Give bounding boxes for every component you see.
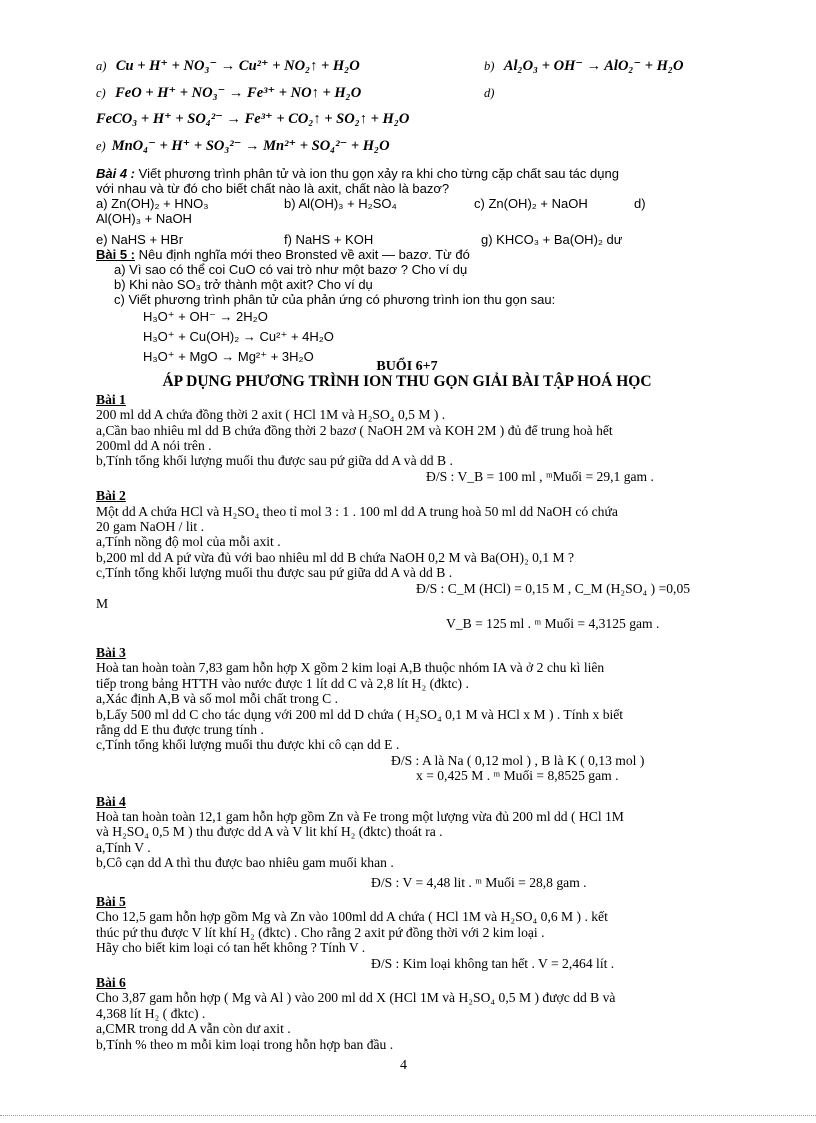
bai5-a: a) Vì sao có thể coi CuO có vai trò như một bazơ ? Cho ví dụ <box>114 262 468 277</box>
problem-2-answer-2: M <box>96 596 109 612</box>
problem-1-line3: 200ml dd A nói trên . <box>96 438 212 454</box>
bai4-line2: với nhau và từ đó cho biết chất nào là axit, chất nào là bazơ? <box>96 181 450 196</box>
problem-3-answer-2: x = 0,425 M . ᵐ Muối = 8,8525 gam . <box>416 768 619 784</box>
eq-b-label: b) <box>484 59 495 73</box>
problem-1-heading: Bài 1 <box>96 391 126 407</box>
bai4-r1c: c) Zn(OH)₂ + NaOH <box>474 196 588 211</box>
problem-4 <box>96 794 718 890</box>
bai5-c: c) Viết phương trình phân tử của phản ứng có phương trình ion thu gọn sau: <box>114 292 556 307</box>
problem-2-answer-3: V_B = 125 ml . ᵐ Muối = 4,3125 gam . <box>446 615 660 631</box>
bai4-r1b: b) Al(OH)₃ + H₂SO₄ <box>284 196 397 211</box>
page-number: 4 <box>400 1058 407 1073</box>
problem-5 <box>96 894 718 971</box>
bai4-r2: Al(OH)₃ + NaOH <box>96 211 192 226</box>
bai4-r3g: g) KHCO₃ + Ba(OH)₂ dư <box>481 232 623 247</box>
problem-3-line5: rằng dd E thu được trung tính . <box>96 721 264 737</box>
equation-row-c-d <box>96 85 718 112</box>
bai4-heading: Bài 4 : <box>96 166 136 181</box>
problem-2-line1: Một dd A chứa HCl và H₂SO₄ theo tỉ mol 3 : 1 . 100 ml dd A trung hoà 50 ml dd NaOH có chứa <box>96 503 618 519</box>
bai4-line1: Viết phương trình phân tử và ion thu gọn xảy ra khi cho từng cặp chất sau tác dụng <box>138 166 619 181</box>
bai5-ion2: H₃O⁺ + Cu(OH)₂ → Cu²⁺ + 4H₂O <box>143 329 334 344</box>
bai4-block <box>96 166 718 247</box>
document-page <box>96 58 718 1052</box>
problem-2-line5: c,Tính tổng khối lượng muối thu được sau pứ giữa dd A và dd B . <box>96 565 453 581</box>
problem-6-heading: Bài 6 <box>96 975 126 991</box>
problem-3-line3: a,Xác định A,B và số mol mỗi chất trong C . <box>96 691 339 707</box>
problem-4-line3: a,Tính V . <box>96 839 151 855</box>
problem-3 <box>96 645 718 784</box>
eq-d-label: d) <box>484 86 495 100</box>
problem-5-line1: Cho 12,5 gam hỗn hợp gồm Mg và Zn vào 100ml dd A chứa ( HCl 1M và H₂SO₄ 0,6 M ) . kết <box>96 909 608 925</box>
problem-5-heading: Bài 5 <box>96 894 126 909</box>
problem-5-answer: Đ/S : Kim loại không tan hết . V = 2,464 lít . <box>371 955 615 971</box>
section-title-main: ÁP DỤNG PHƯƠNG TRÌNH ION THU GỌN GIẢI BÀI TẬP HOÁ HỌC <box>162 373 652 391</box>
bai4-r1a: a) Zn(OH)₂ + HNO₃ <box>96 196 209 211</box>
eq-c: FeO + H⁺ + NO₃⁻ → Fe³⁺ + NO↑ + H₂O <box>115 85 362 101</box>
problem-1-answer: Đ/S : V_B = 100 ml , ᵐMuối = 29,1 gam . <box>426 468 654 484</box>
problem-3-heading: Bài 3 <box>96 644 126 660</box>
problem-5-line3: Hãy cho biết kim loại có tan hết không ? Tính V . <box>96 940 366 956</box>
bai5-block <box>96 247 718 367</box>
bai4-r3f: f) NaHS + KOH <box>284 232 374 247</box>
problem-2-line3: a,Tính nồng độ mol của mỗi axit . <box>96 534 281 550</box>
section-title-session: BUỔI 6+7 <box>376 359 438 374</box>
problem-2-answer-1: Đ/S : C_M (HCl) = 0,15 M , C_M (H₂SO₄ ) =0,05 <box>416 580 691 596</box>
bai5-intro: Nêu định nghĩa mới theo Bronsted về axit — bazơ. Từ đó <box>138 247 470 262</box>
eq-e-label: e) <box>96 139 106 153</box>
eq-d2: FeCO₃ + H⁺ + SO₄²⁻ → Fe³⁺ + CO₂↑ + SO₂↑ + H₂O <box>96 111 410 127</box>
problem-4-answer: Đ/S : V = 4,48 lit . ᵐ Muối = 28,8 gam . <box>371 874 587 890</box>
problem-4-heading: Bài 4 <box>96 793 126 809</box>
eq-a: Cu + H⁺ + NO₃⁻ → Cu²⁺ + NO₂↑ + H₂O <box>115 58 360 74</box>
problem-5-line2: thúc pứ thu được V lít khí H₂ (đktc) . Cho rằng 2 axit pứ đồng thời với 2 kim loại . <box>96 924 545 940</box>
eq-e: MnO₄⁻ + H⁺ + SO₃²⁻ → Mn²⁺ + SO₄²⁻ + H₂O <box>111 138 390 154</box>
bai5-ion3: H₃O⁺ + MgO → Mg²⁺ + 3H₂O <box>143 349 314 364</box>
problem-6 <box>96 975 718 1052</box>
problem-1-line2: a,Cần bao nhiêu ml dd B chứa đồng thời 2 bazơ ( NaOH 2M và KOH 2M ) đủ để trung hoà hết <box>96 422 613 438</box>
footer-divider <box>0 1115 816 1116</box>
bai4-r3e: e) NaHS + HBr <box>96 232 184 247</box>
equation-row-a-b <box>96 58 718 85</box>
equation-row-e <box>96 139 718 166</box>
problem-4-line1: Hoà tan hoàn toàn 12,1 gam hỗn hợp gồm Zn và Fe trong một lượng vừa đủ 200 ml dd ( HCl 1M <box>96 808 624 824</box>
problem-3-line6: c,Tính tổng khối lượng muối thu được khi cô cạn dd E . <box>96 737 400 753</box>
problem-1 <box>96 392 718 484</box>
problem-1-line1: 200 ml dd A chứa đồng thời 2 axit ( HCl 1M và H₂SO₄ 0,5 M ) . <box>96 407 446 423</box>
bai4-row1 <box>96 196 718 211</box>
problem-3-line2: tiếp trong bảng HTTH vào nước được 1 lít dd C và 2,8 lít H₂ (đktc) . <box>96 675 469 691</box>
equation-row-d2 <box>96 112 718 139</box>
bai4-row3 <box>96 232 718 247</box>
problem-2-line2: 20 gam NaOH / lit . <box>96 519 204 535</box>
bai4-r1d: d) <box>634 196 646 211</box>
problem-6-line2: 4,368 lít H₂ ( đktc) . <box>96 1005 206 1021</box>
eq-b: Al₂O₃ + OH⁻ → AlO₂⁻ + H₂O <box>503 58 684 74</box>
problem-1-line4: b,Tính tổng khối lượng muối thu được sau pứ giữa dd A và dd B . <box>96 453 453 469</box>
problem-6-line4: b,Tính % theo m mỗi kim loại trong hỗn hợp ban đầu . <box>96 1036 394 1052</box>
eq-c-label: c) <box>96 86 106 100</box>
problem-6-line3: a,CMR trong dd A vẫn còn dư axit . <box>96 1021 291 1037</box>
problem-4-line4: b,Cô cạn dd A thì thu được bao nhiêu gam muối khan . <box>96 855 394 871</box>
problem-3-answer-1: Đ/S : A là Na ( 0,12 mol ) , B là K ( 0,13 mol ) <box>391 752 645 768</box>
problem-3-line1: Hoà tan hoàn toàn 7,83 gam hỗn hợp X gồm 2 kim loại A,B thuộc nhóm IA và ở 2 chu kì liên <box>96 660 605 676</box>
problem-2 <box>96 488 718 631</box>
problem-6-line1: Cho 3,87 gam hỗn hợp ( Mg và Al ) vào 200 ml dd X (HCl 1M và H₂SO₄ 0,5 M ) được dd B và <box>96 990 616 1006</box>
bai5-heading: Bài 5 : <box>96 247 136 262</box>
eq-a-label: a) <box>96 59 107 73</box>
bai5-ion1: H₃O⁺ + OH⁻ → 2H₂O <box>143 309 268 324</box>
problem-4-line2: và H₂SO₄ 0,5 M ) thu được dd A và V lit khí H₂ (đktc) thoát ra . <box>96 824 443 840</box>
problem-2-heading: Bài 2 <box>96 488 126 504</box>
problem-2-line4: b,200 ml dd A pứ vừa đủ với bao nhiêu ml dd B chứa NaOH 0,2 M và Ba(OH)₂ 0,1 M ? <box>96 549 575 565</box>
bai5-b: b) Khi nào SO₃ trở thành một axit? Cho ví dụ <box>114 277 373 292</box>
problem-3-line4: b,Lấy 500 ml dd C cho tác dụng với 200 ml dd D chứa ( H₂SO₄ 0,1 M và HCl x M ) . Tính x biết <box>96 706 624 722</box>
